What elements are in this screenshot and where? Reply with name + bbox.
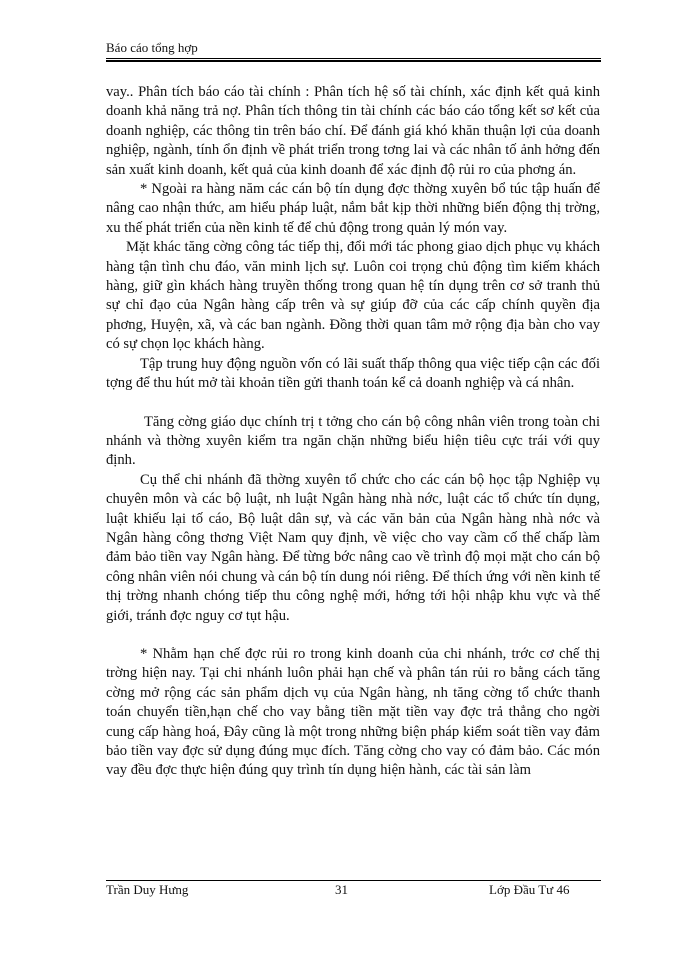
footer-author: Trần Duy Hưng bbox=[106, 882, 189, 897]
paragraph-gap bbox=[106, 394, 600, 413]
footer-rule bbox=[106, 880, 601, 881]
page-number: 31 bbox=[335, 882, 348, 897]
paragraph-7: * Nhằm hạn chế đợc rủi ro trong kinh doanh của chi nhánh, trớc cơ chế thị trờng hiện nay. Tại chi nhánh luôn phải hạn chế và phân tán rủi ro bằng cách tăng cờng mở rộng các sản phẩm dịch vụ của Ngân hàng, nh tăng cờng tổ chức thanh toán chuyển tiền,hạn chế cho vay bằng tiền mặt tiền vay đợc trả thẳng cho ngời cung cấp hàng hoá, Đây cũng là một trong những biện pháp kiểm soát tiền vay đảm bảo tiền vay đợc sử dụng đúng mục đích. Tăng cờng cho vay có đảm bảo. Các món vay đều đợc thực hiện đúng quy trình tín dụng hiện hành, các tài sản làm bbox=[106, 645, 600, 779]
paragraph-gap bbox=[106, 626, 600, 645]
running-header: Báo cáo tổng hợp bbox=[106, 40, 198, 55]
paragraph-5: Tăng cờng giáo dục chính trị t tởng cho cán bộ công nhân viên trong toàn chi nhánh và thờng xuyên kiểm tra ngăn chặn những biểu hiện tiêu cực trái với quy định. bbox=[106, 413, 600, 469]
footer-class: Lớp Đầu Tư 46 bbox=[489, 882, 570, 897]
body-text bbox=[106, 83, 600, 781]
paragraph-6: Cụ thể chi nhánh đã thờng xuyên tổ chức cho các cán bộ học tập Nghiệp vụ chuyên môn và các bộ luật, nh luật Ngân hàng nhà nớc, luật các tổ chức tín dụng, luật khiếu lại tố cáo, Bộ luật dân sự, và các văn bản của Ngân hàng nhà nớc và Ngân hàng công thơng Việt Nam quy định, về việc cho vay cầm cố thế chấp làm đảm bảo tiền vay Ngân hàng. Để từng bớc nâng cao về trình độ mọi mặt cho cán bộ công nhân viên nói chung và cán bộ tín dung nói riêng. Để thích ứng với nền kinh tế thị trờng nhanh chóng tiếp thu công nghệ mới, hớng tới hội nhập khu vực và thế giới, tránh đợc nguy cơ tụt hậu. bbox=[106, 471, 600, 624]
header-rule bbox=[106, 58, 601, 62]
paragraph-2: * Ngoài ra hàng năm các cán bộ tín dụng đợc thờng xuyên bổ túc tập huấn để nâng cao nhận thức, am hiểu pháp luật, nắm bắt kịp thời những biến động thị trờng, xu thế phát triển của nền kinh tế để chủ động trong quản lý món vay. bbox=[106, 181, 600, 236]
paragraph-4: Tập trung huy động nguồn vốn có lãi suất thấp thông qua việc tiếp cận các đối tợng để thu hút mở tài khoản tiền gửi thanh toán kể cả doanh nghiệp và cá nhân. bbox=[106, 355, 600, 392]
paragraph-3: Mặt khác tăng cờng công tác tiếp thị, đổi mới tác phong giao dịch phục vụ khách hàng tận tình chu đáo, văn minh lịch sự. Luôn coi trọng chủ động tìm kiếm khách hàng, giữ gìn khách hàng truyền thống trong quan hệ tín dụng trên cơ sở tranh thủ sự chỉ đạo của Ngân hàng cấp trên và sự giúp đỡ của các cấp chính quyền địa phơng, Huyện, xã, và các ban ngành. Đồng thời quan tâm mở rộng địa bàn cho vay có sự chọn lọc khách hàng. bbox=[106, 239, 600, 353]
paragraph-1: vay.. Phân tích báo cáo tài chính : Phân tích hệ số tài chính, xác định kết quả kinh doanh khả năng trả nợ. Phân tích thông tin tài chính các báo cáo tổng kết sơ kết của doanh nghiệp, các thông tin trên báo chí. Để đánh giá khó khăn thuận lợi của doanh nghiệp, ngành, tính ổn định về phát triển trong tơng lai và các nhân tố ảnh hởng đến sản xuất kinh doanh, kết quả của kinh doanh để xác định độ rủi ro của phơng án. bbox=[106, 84, 600, 178]
